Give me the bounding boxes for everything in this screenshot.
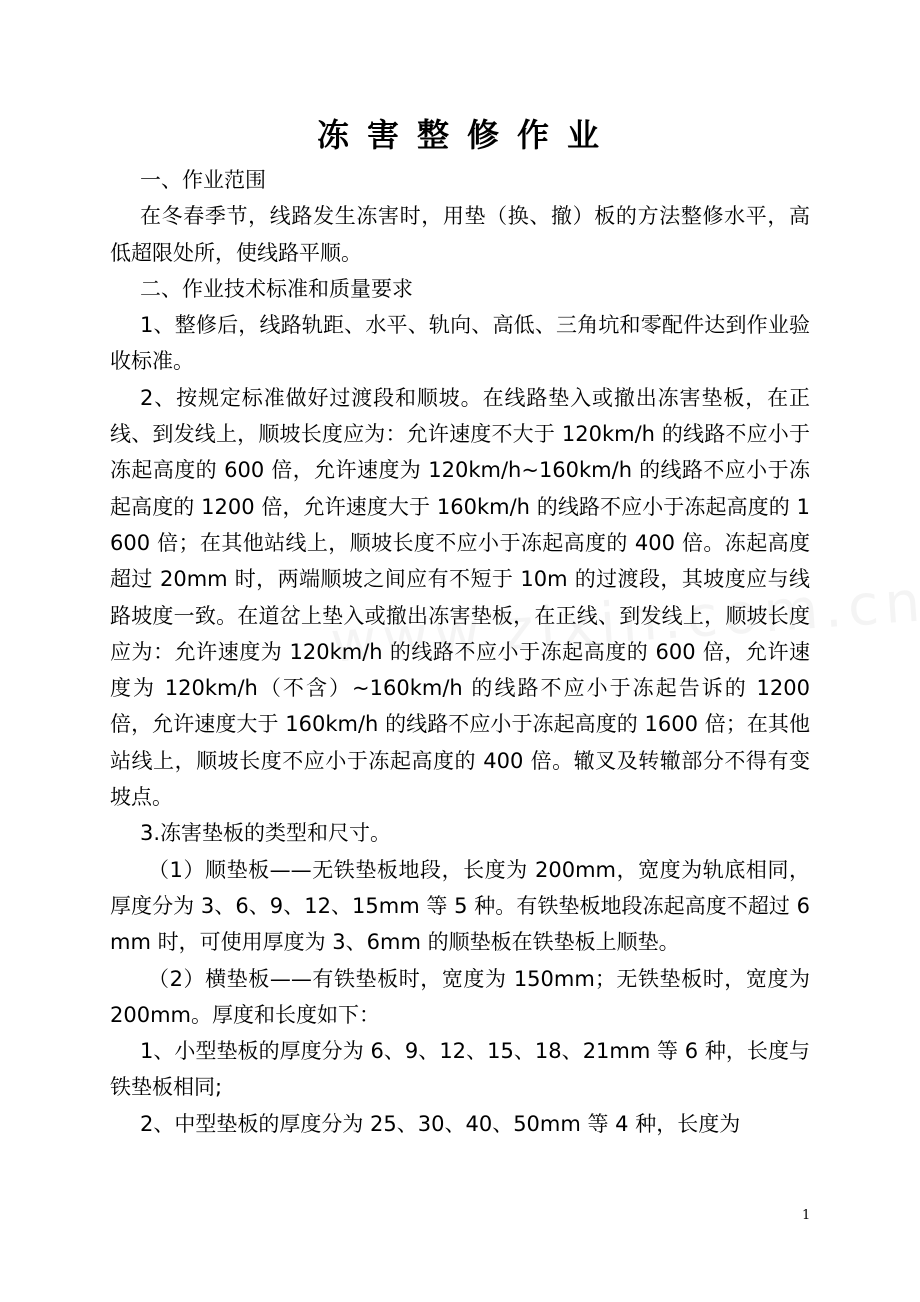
paragraph-item-1: 1、整修后，线路轨距、水平、轨向、高低、三角坑和零配件达到作业验收标准。	[110, 313, 810, 374]
section-heading-scope: 一、作业范围	[140, 168, 266, 192]
page-number: 1	[802, 1208, 811, 1223]
paragraph-item-2: 2、按规定标准做好过渡段和顺坡。在线路垫入或撤出冻害垫板，在正线、到发线上，顺坡长度应为：允许速度不大于 120km/h 的线路不应小于冻起高度的 600 倍，允许速度为 120km/h~160km/h 的线路不应小于冻起高度的 1200 倍，允许速度大于 160km/h 的线路不应小于冻起高度的 1600 倍；在其他站线上，顺坡长度不应小于冻起高度的 400 倍。冻起高度超过 20mm 时，两端顺坡之间应有不短于 10m 的过渡段，其坡度应与线路坡度一致。在道岔上垫入或撤出冻害垫板，在正线、到发线上，顺坡长度应为：允许速度为 120km/h 的线路不应小于冻起高度的 600 倍，允许速度为 120km/h（不含）~160km/h 的线路不应小于冻起告诉的 1200 倍，允许速度大于 160km/h 的线路不应小于冻起高度的 1600 倍；在其他站线上，顺坡长度不应小于冻起高度的 400 倍。辙叉及转辙部分不得有变坡点。	[110, 385, 810, 810]
paragraph-shim-transverse: （2）横垫板——有铁垫板时，宽度为 150mm；无铁垫板时，宽度为 200mm。厚度和长度如下：	[110, 966, 810, 1027]
paragraph-shim-longitudinal: （1）顺垫板——无铁垫板地段，长度为 200mm，宽度为轨底相同，厚度分为 3、6、9、12、15mm 等 5 种。有铁垫板地段冻起高度不超过 6mm 时，可使用厚度为 3、6mm 的顺垫板在铁垫板上顺垫。	[110, 857, 810, 955]
document-title: 冻害整修作业	[316, 116, 617, 154]
document-body	[110, 162, 810, 1142]
paragraph-item-3: 3.冻害垫板的类型和尺寸。	[140, 821, 392, 846]
section-heading-standards: 二、作业技术标准和质量要求	[140, 276, 413, 301]
paragraph-small-shim: 1、小型垫板的厚度分为 6、9、12、15、18、21mm 等 6 种，长度与铁垫板相同;	[110, 1039, 810, 1100]
paragraph-scope: 在冬春季节，线路发生冻害时，用垫（换、撤）板的方法整修水平，高低超限处所，使线路平顺。	[110, 204, 810, 265]
paragraph-medium-shim: 2、中型垫板的厚度分为 25、30、40、50mm 等 4 种，长度为	[140, 1111, 741, 1136]
